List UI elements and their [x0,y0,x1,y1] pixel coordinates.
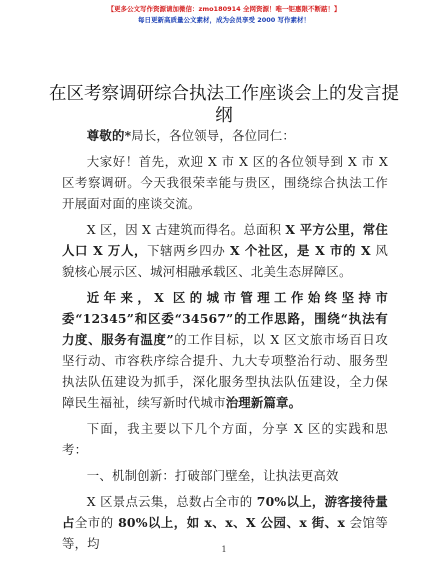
section-heading-1: 一、机制创新：打破部门壁垒，让执法更高效 [86,468,339,483]
promo-banner [0,4,448,26]
document-body [62,125,388,559]
recent-bold-3: 围绕“执法有力度、服务有温度” [62,311,389,347]
recent-bold-2: X 区的城市管理工作始终坚持市委“12345”和区委“34567”的工作思路， [62,290,388,326]
salutation [62,125,388,146]
recent-text: 的工作目标，以 X 区文旅市场百日攻坚行动、市容秩序综合提升、九大专项整治行动、服务型执法队伍建设为抓手，深化服务型执法队伍建设，全力保障民生福祉，续写新时代城市 [62,332,388,410]
attractions-text-2: 全市的 [74,515,119,530]
paragraph-intro-points: 下面，我主要以下几个方面，分享 X 区的实践和思考： [62,421,388,457]
overview-bold-1: X 平方公里，常住人口 X 万人， [62,222,389,258]
recent-bold-1: 近年来， [86,290,155,305]
paragraph-greeting: 大家好！首先，欢迎 X 市 X 区的各位领导到 X 市 X 区考察调研。今天我很荣幸能与贵区，围绕综合执法工作开展面对面的座谈交流。 [62,154,388,211]
attractions-text-3: 会馆等等，均 [62,515,388,551]
paragraph-recent-years [62,287,388,413]
salutation-rest: 局长，各位领导，各位同仁： [131,128,295,143]
promo-line-1: 【更多公文写作资源请加微信：zmo180914 全网资源！唯一钜惠限不断踮！】 [107,5,341,13]
attractions-bold-1: 70%以上，游客接待量占 [62,494,389,530]
page-number: 1 [221,545,227,554]
paragraph-overview [62,219,388,282]
recent-bold-4: 治理新篇章。 [225,395,302,410]
overview-text-1: X 区，因 X 古建筑而得名。总面积 [86,222,286,237]
overview-bold-2: X 个社区，是 X 市的 X [230,243,371,258]
overview-text-3: 风貌核心展示区、城河相融承载区、北美生态屏障区。 [62,243,389,279]
document-title: 在区考察调研综合执法工作座谈会上的发言提纲 [49,84,399,126]
salutation-bold: 尊敬的* [86,128,132,143]
promo-line-2: 每日更新高质量公文素材，成为会员享受 2000 写作素材！ [137,16,311,24]
attractions-text-1: X 区景点云集，总数占全市的 [86,494,257,509]
overview-text-2: 下辖两乡四办 [147,243,231,258]
attractions-bold-2: 80%以上，如 x、x、X 公园、x 街、x [118,515,346,530]
